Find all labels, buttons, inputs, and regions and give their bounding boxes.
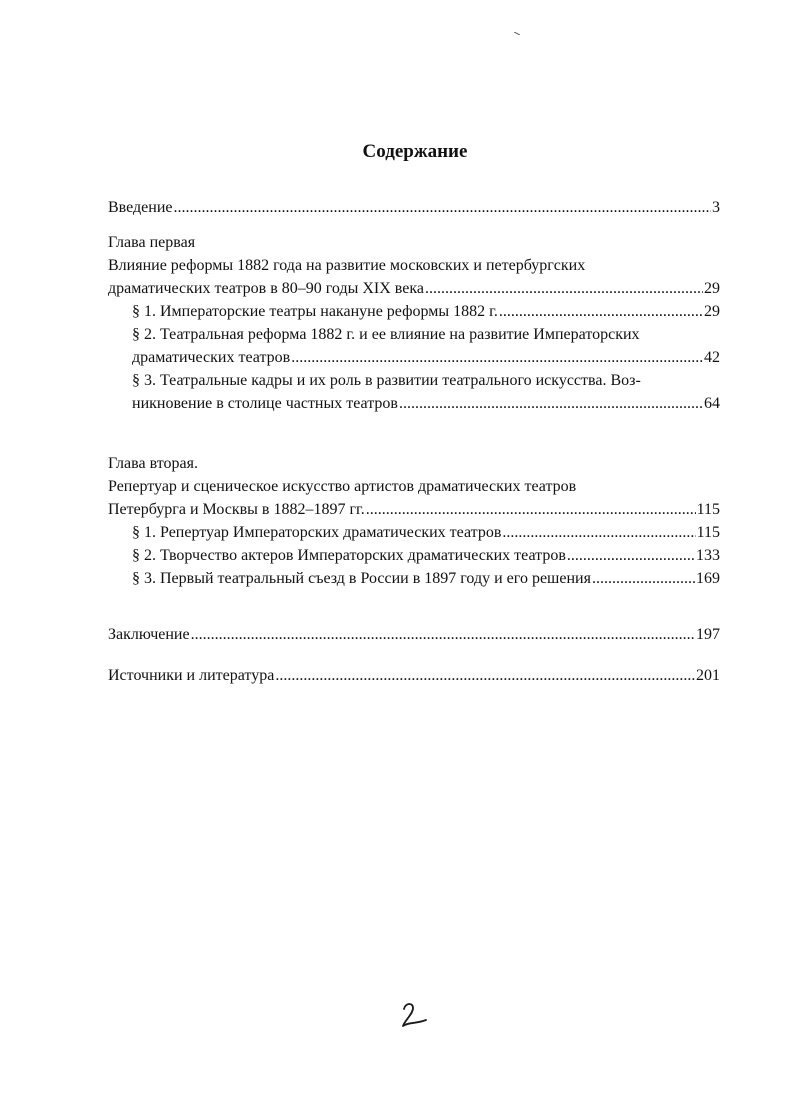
toc-entry-chapter1[interactable]	[108, 277, 720, 300]
dot-leader	[502, 521, 695, 544]
dot-leader	[291, 346, 703, 369]
toc-entry-page: 115	[696, 524, 720, 541]
dot-leader	[425, 277, 703, 300]
dot-leader	[191, 623, 695, 646]
toc-entry-page: 133	[696, 547, 720, 564]
chapter1-heading: Глава первая	[108, 234, 196, 251]
toc-entry-ch1-sec3[interactable]	[108, 392, 720, 415]
toc-entry-page: 29	[704, 280, 720, 297]
dot-leader	[567, 544, 695, 567]
toc-entry-page: 3	[712, 199, 720, 216]
toc-entry-label: § 2. Творчество актеров Императорских драматических театров	[132, 547, 566, 564]
dot-leader	[174, 196, 712, 219]
chapter1-title-line1: Влияние реформы 1882 года на развитие московских и петербургских	[108, 257, 586, 274]
toc-entry-label: § 1. Императорские театры накануне реформы 1882 г.	[132, 303, 498, 320]
toc-entry-page: 115	[696, 501, 720, 518]
toc-entry-label: § 1. Репертуар Императорских драматических театров	[132, 524, 502, 541]
toc-entry-page: 42	[704, 349, 720, 366]
toc-entry-label: Введение	[108, 199, 173, 216]
spacer	[108, 646, 720, 664]
toc-entry-ch1-sec1[interactable]	[108, 300, 720, 323]
toc-entry-ch1-sec2-line1: § 2. Театральная реформа 1882 г. и ее влияние на развитие Императорских	[132, 326, 640, 343]
toc-entry-page: 29	[704, 303, 720, 320]
toc-entry-conclusion[interactable]	[108, 623, 720, 646]
dot-leader	[275, 664, 695, 687]
toc-entry-label: § 3. Первый театральный съезд в России в 1897 году и его решения	[132, 570, 591, 587]
toc-entry-chapter2[interactable]	[108, 498, 720, 521]
handwritten-page-number	[398, 1000, 430, 1030]
chapter2-title-line2: Петербурга и Москвы в 1882–1897 гг.	[108, 501, 365, 518]
toc-entry-label: драматических театров	[132, 349, 291, 366]
spacer	[108, 415, 720, 452]
toc-entry-label: никновение в столице частных театров	[132, 395, 398, 412]
toc-entry-ch2-sec2[interactable]	[108, 544, 720, 567]
dot-leader	[592, 567, 695, 590]
toc-entry-ch1-sec3-line1: § 3. Театральные кадры и их роль в развитии театрального искусства. Воз-	[132, 372, 641, 389]
toc-entry-intro[interactable]	[108, 196, 720, 219]
toc-entry-page: 169	[696, 570, 720, 587]
chapter2-title-line1: Репертуар и сценическое искусство артистов драматических театров	[108, 478, 577, 495]
chapter1-title-line2: драматических театров в 80–90 годы XIX века	[108, 280, 424, 297]
toc-entry-ch2-sec3[interactable]	[108, 567, 720, 590]
scan-speck	[514, 32, 520, 35]
toc-entry-label: Заключение	[108, 626, 190, 643]
toc-entry-label: Источники и литература	[108, 667, 275, 684]
spacer	[108, 219, 720, 231]
page-title: Содержание	[362, 141, 468, 162]
table-of-contents	[108, 196, 720, 687]
toc-entry-page: 201	[696, 667, 720, 684]
chapter2-heading: Глава вторая.	[108, 455, 198, 472]
dot-leader	[499, 300, 703, 323]
toc-entry-sources[interactable]	[108, 664, 720, 687]
toc-entry-page: 197	[696, 626, 720, 643]
dot-leader	[366, 498, 696, 521]
toc-entry-ch1-sec2[interactable]	[108, 346, 720, 369]
spacer	[108, 590, 720, 623]
toc-entry-ch2-sec1[interactable]	[108, 521, 720, 544]
toc-entry-page: 64	[704, 395, 720, 412]
dot-leader	[399, 392, 703, 415]
